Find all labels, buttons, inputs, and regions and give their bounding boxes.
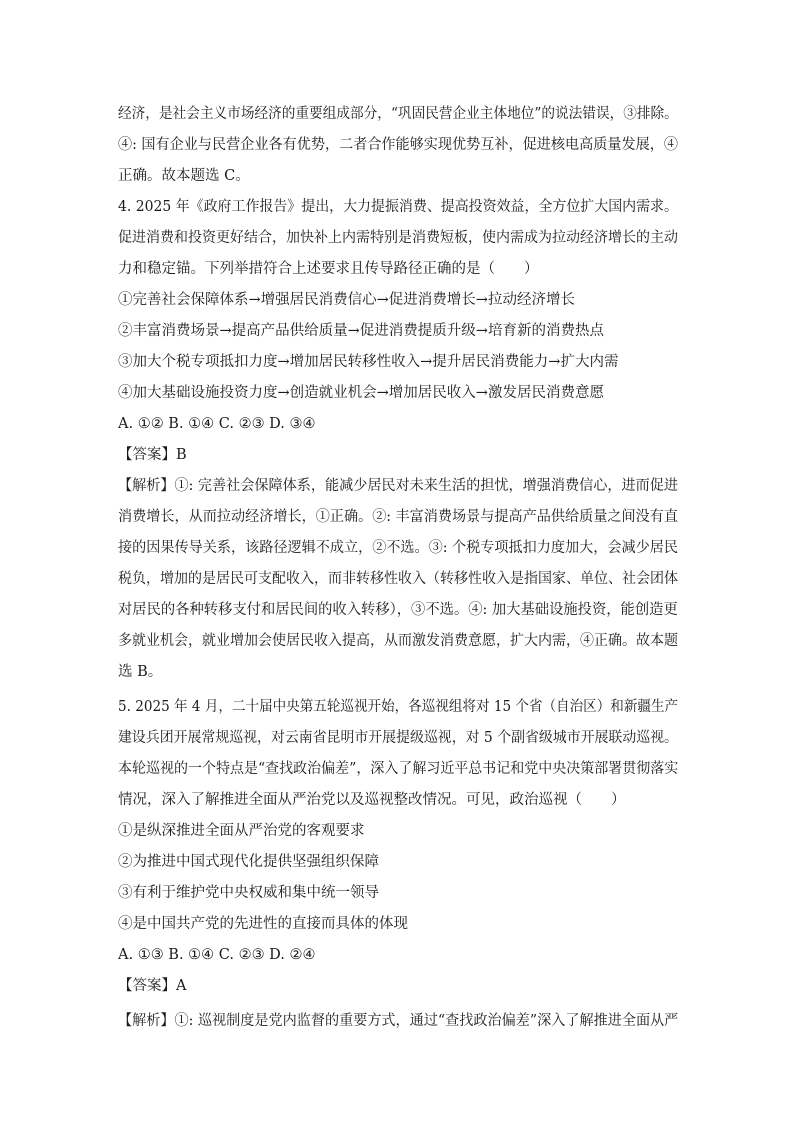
- question-4-stem: 4. 2025 年《政府工作报告》提出，大力提振消费、提高投资效益，全方位扩大国内需求。: [118, 199, 678, 215]
- option-statement: ③加大个税专项抵扣力度→增加居民转移性收入→提升居民消费能力→扩大内需: [118, 354, 619, 370]
- answer-label: 【答案】B: [118, 447, 187, 463]
- option-statement: ②丰富消费场景→提高产品供给质量→促进消费提质升级→培育新的消费热点: [118, 323, 604, 339]
- text-line: ④: 国有企业与民营企业各有优势，二者合作能够实现优势互补，促进核电高质量发展，④: [118, 137, 678, 153]
- analysis-text: 多就业机会，就业增加会使居民收入提高，从而激发消费意愿，扩大内需，④正确。故本题: [118, 633, 678, 649]
- analysis-text: 【解析】①: 完善社会保障体系，能减少居民对未来生活的担忧，增强消费信心，进而促进: [118, 478, 678, 494]
- option-statement: ①是纵深推进全面从严治党的客观要求: [118, 823, 365, 839]
- answer-label: 【答案】A: [118, 978, 187, 994]
- option-statement: ①完善社会保障体系→增强居民消费信心→促进消费增长→拉动经济增长: [118, 292, 575, 308]
- question-5-stem: 5. 2025 年 4 月，二十届中央第五轮巡视开始，各巡视组将对 15 个省（自治区）和新疆生产: [118, 699, 679, 715]
- analysis-text: 选 B。: [118, 664, 163, 680]
- analysis-text: 消费增长，从而拉动经济增长，①正确。②: 丰富消费场景与提高产品供给质量之间没有直: [118, 509, 678, 525]
- text-line: 正确。故本题选 C。: [118, 168, 250, 184]
- analysis-text: 税负，增加的是居民可支配收入，而非转移性收入（转移性收入是指国家、单位、社会团体: [118, 571, 678, 587]
- analysis-text: 接的因果传导关系，该路径逻辑不成立，②不选。③: 个税专项抵扣力度加大，会减少居民: [118, 540, 678, 556]
- option-statement: ④加大基础设施投资力度→创造就业机会→增加居民收入→激发居民消费意愿: [118, 385, 604, 401]
- option-statement: ④是中国共产党的先进性的直接而具体的体现: [118, 916, 408, 932]
- option-statement: ③有利于维护党中央权威和集中统一领导: [118, 885, 379, 901]
- analysis-text: 【解析】①: 巡视制度是党内监督的重要方式，通过“查找政治偏差”深入了解推进全面从严: [118, 1013, 679, 1029]
- answer-choices: A. ①③ B. ①④ C. ②③ D. ②④: [118, 947, 316, 963]
- text-line: 建设兵团开展常规巡视，对云南省昆明市开展提级巡视，对 5 个副省级城市开展联动巡视。: [118, 730, 678, 746]
- text-line: 情况，深入了解推进全面从严治党以及巡视整改情况。可见，政治巡视（ ）: [118, 792, 626, 808]
- text-line: 促进消费和投资更好结合，加快补上内需特别是消费短板，使内需成为拉动经济增长的主动: [118, 230, 678, 246]
- text-line: 力和稳定锚。下列举措符合上述要求且传导路径正确的是（ ）: [118, 261, 539, 277]
- option-statement: ②为推进中国式现代化提供坚强组织保障: [118, 854, 379, 870]
- analysis-text: 对居民的各种转移支付和居民间的收入转移），③不选。④: 加大基础设施投资，能创造更: [118, 602, 678, 618]
- text-line: 经济，是社会主义市场经济的重要组成部分，“巩固民营企业主体地位”的说法错误，③排除。: [118, 106, 678, 122]
- answer-choices: A. ①② B. ①④ C. ②③ D. ③④: [118, 416, 316, 432]
- text-line: 本轮巡视的一个特点是“查找政治偏差”，深入了解习近平总书记和党中央决策部署贯彻落实: [118, 761, 679, 777]
